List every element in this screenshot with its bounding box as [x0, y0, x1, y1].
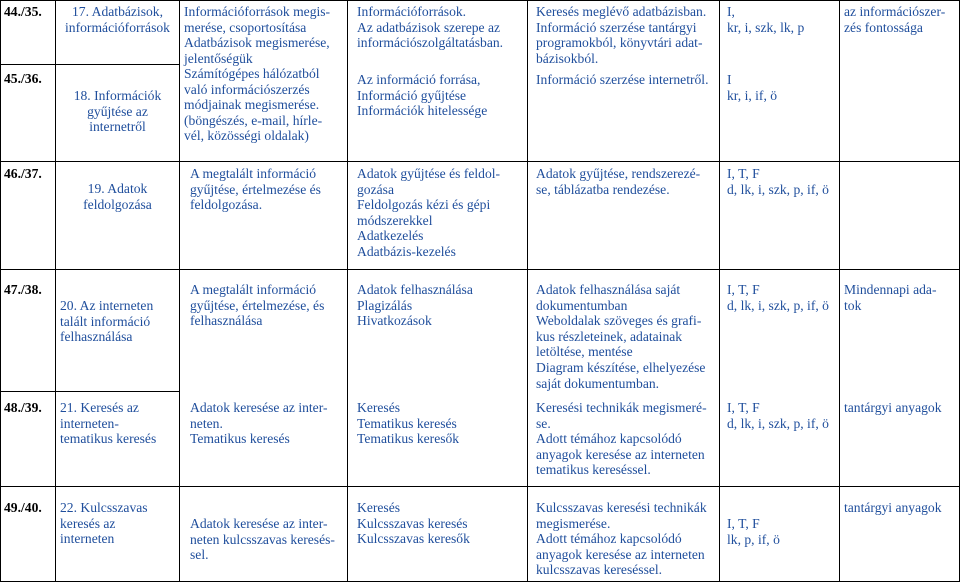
lesson-number: 44./35. [4, 4, 42, 19]
goals-text: Adatok keresése az inter- neten kulcsszavas keresés- sel. [190, 516, 335, 563]
rule [179, 0, 180, 582]
concepts-text: Az információ forrása, Információ gyűjtése Információk hitelessége [357, 72, 488, 119]
rule [527, 0, 528, 582]
rule [0, 486, 960, 487]
topic-title: 17. Adatbázisok, információforrások [65, 4, 170, 35]
activities-text: Kulcsszavas keresési technikák megismerése. Adott témához kapcsolódó anyagok keresése az interneten kulcsszavas kereséssel. [536, 500, 707, 578]
concepts-text: Információforrások. Az adatbázisok szerepe az információszolgáltatásban. [357, 4, 504, 51]
concepts-text: Adatok gyűjtése és feldol- gozása Feldolgozás kézi és gépi módszerekkel Adatkezelés Adatbázis-kezelés [357, 166, 501, 259]
activities-text: Adatok felhasználása saját dokumentumban Weboldalak szöveges és grafi- kus részleteinek, adatainak letöltése, mentése Diagram készítése, elhelyezése saját dokumentumban. [536, 282, 706, 391]
goals-text: A megtalált információ gyűjtése, értelmezése és feldolgozása. [190, 166, 321, 213]
goals-text: Számítógépes hálózatból való információszerzés módjainak megismerése. (böngészés, e-mail, hírle- vél, közösségi oldalak) [184, 66, 323, 144]
methods-text: I, kr, i, szk, lk, p [727, 4, 805, 35]
goals-text: Információforrások megis- merése, csoportosítása Adatbázisok megismerése, jelentőségük [184, 4, 331, 66]
rule [0, 391, 179, 392]
methods-text: I kr, i, if, ö [727, 72, 778, 103]
topic-title: 18. Információk gyűjtése az internetről [73, 88, 162, 135]
activities-text: Keresés meglévő adatbázisban. Információ szerzése tantárgyi programokból, könyvtári adat- bázisokból. [536, 4, 707, 66]
lesson-number: 49./40. [4, 500, 42, 515]
rule [719, 0, 720, 582]
goals-text: Adatok keresése az inter- neten. Tematikus keresés [190, 400, 328, 447]
lesson-number: 47./38. [4, 282, 42, 297]
other-text: az információszer- zés fontossága [844, 4, 946, 35]
rule [0, 269, 960, 270]
lesson-number: 48./39. [4, 400, 42, 415]
lesson-number: 45./36. [4, 71, 42, 86]
other-text: tantárgyi anyagok [844, 400, 942, 415]
activities-text: Információ szerzése internetről. [536, 72, 709, 87]
topic-title: 20. Az interneten talált információ felhasználása [60, 298, 154, 345]
other-text: Mindennapi ada- tok [844, 282, 937, 313]
rule [0, 161, 960, 162]
methods-text: I, T, F d, lk, i, szk, p, if, ö [727, 166, 829, 197]
topic-title: 19. Adatok feldolgozása [83, 181, 152, 212]
lesson-number: 46./37. [4, 166, 42, 181]
concepts-text: Keresés Kulcsszavas keresés Kulcsszavas keresők [357, 500, 470, 547]
activities-text: Keresési technikák megismeré- se. Adott témához kapcsolódó anyagok keresése az interneten tematikus kereséssel. [536, 400, 707, 478]
other-text: tantárgyi anyagok [844, 500, 942, 515]
rule [839, 0, 840, 582]
methods-text: I, T, F lk, p, if, ö [727, 516, 780, 547]
topic-title: 21. Keresés az interneten- tematikus keresés [60, 400, 157, 447]
rule [347, 0, 348, 582]
rule [0, 64, 179, 65]
methods-text: I, T, F d, lk, i, szk, p, if, ö [727, 400, 829, 431]
rule [0, 0, 960, 1]
topic-title: 22. Kulcsszavas keresés az interneten [60, 500, 148, 547]
concepts-text: Adatok felhasználása Plagizálás Hivatkozások [357, 282, 473, 329]
goals-text: A megtalált információ gyűjtése, értelmezése, és felhasználása [190, 282, 325, 329]
concepts-text: Keresés Tematikus keresés Tematikus keresők [357, 400, 460, 447]
activities-text: Adatok gyűjtése, rendszerezé- se, táblázatba rendezése. [536, 166, 701, 197]
rule [0, 0, 1, 582]
methods-text: I, T, F d, lk, i, szk, p, if, ö [727, 282, 829, 313]
